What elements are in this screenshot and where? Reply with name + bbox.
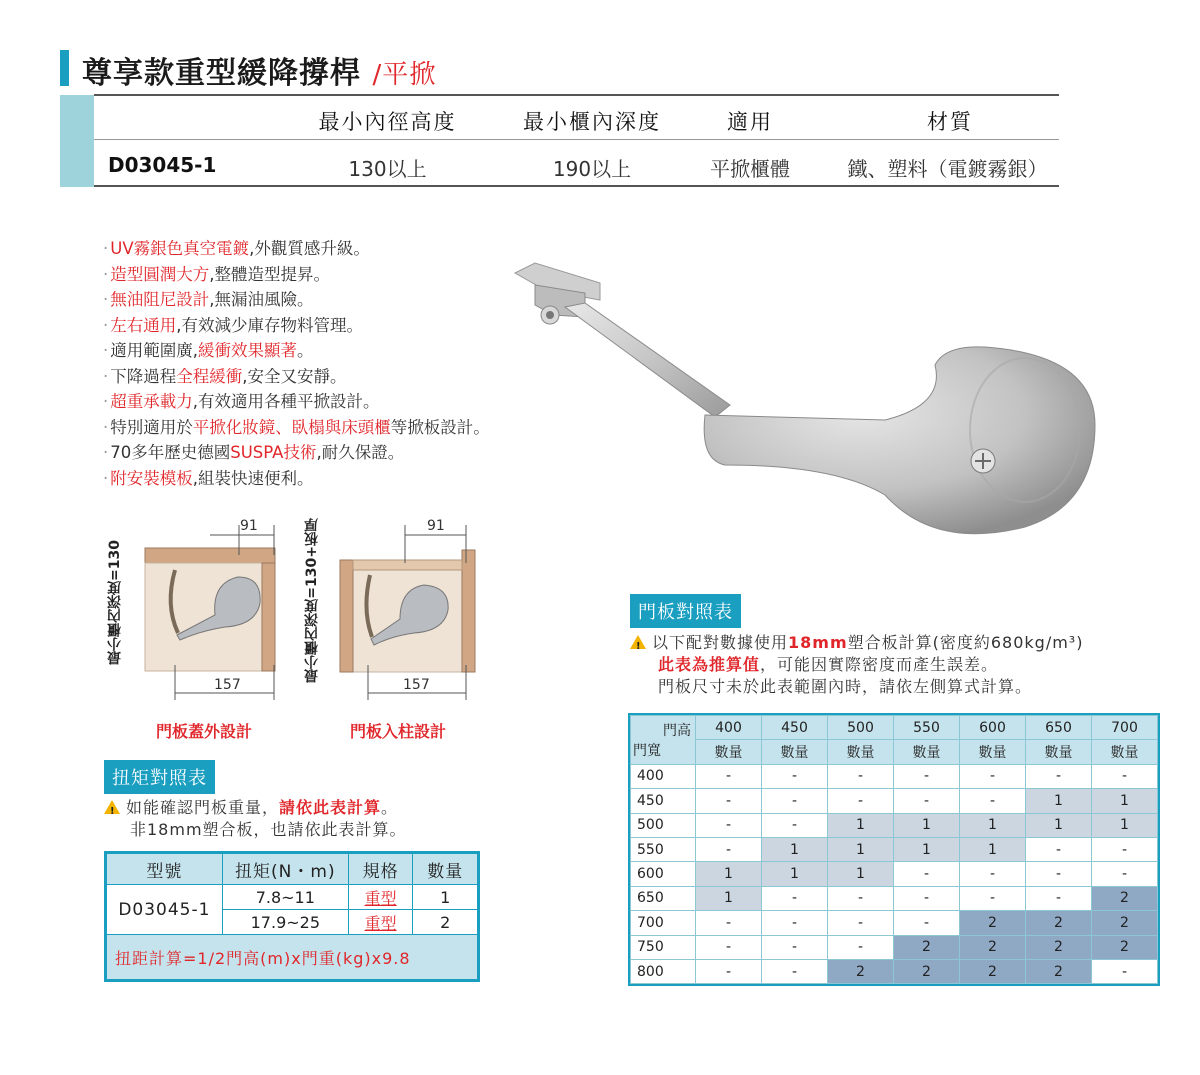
door-qty-cell: - [894,862,960,886]
list-item: · 下降過程全程緩衝,安全又安靜。 [103,366,347,386]
door-qty-cell: 1 [1092,789,1158,813]
door-qty-cell: - [762,886,828,910]
door-qty-cell: 2 [1092,935,1158,959]
door-note: !以下配對數據使用18mm塑合板計算(密度約680kg/m³) 此表為推算值，可能因實際密度而產生誤差。 門板尺寸未於此表範圍內時，請依左側算式計算。 [630,632,1083,698]
door-qty-cell: 2 [828,959,894,983]
door-qty-cell: - [696,935,762,959]
diagram1-bottom-dimension: 157 [214,677,241,693]
torque-model: D03045-1 [107,885,223,935]
door-width-label: 700 [631,911,696,935]
door-width-label: 450 [631,789,696,813]
list-item: · 造型圓潤大方,整體造型提昇。 [103,264,330,284]
spec-header-usage: 適用 [727,110,773,134]
door-qty-cell: - [828,789,894,813]
diagram2-depth-label: 最小櫃內深度=130+板厚 [304,518,320,683]
door-qty-cell: 2 [1026,935,1092,959]
door-qty-cell: - [960,886,1026,910]
torque-header-torque: 扭矩(N・m) [222,854,348,885]
door-qty-cell: - [1092,837,1158,861]
door-qty-cell: - [1026,764,1092,788]
list-item: · 特別適用於平掀化妝鏡、臥榻與床頭櫃等掀板設計。 [103,417,490,437]
door-qty-cell: 2 [1026,959,1092,983]
spec-mid-rule [94,139,1059,140]
door-qty-cell: - [696,789,762,813]
door-qty-cell: 1 [1026,789,1092,813]
title-sub: /平掀 [372,60,437,90]
door-qty-cell: 2 [894,959,960,983]
door-qty-cell: - [762,764,828,788]
spec-value-usage: 平掀櫃體 [710,157,790,181]
list-item: · UV霧銀色真空電鍍,外觀質感升級。 [103,239,370,258]
door-width-label: 500 [631,813,696,837]
door-qty-cell: - [894,911,960,935]
door-qty-cell: - [762,911,828,935]
title-accent-bar [60,50,69,86]
spec-value-depth: 190以上 [552,157,632,181]
door-qty-header: 數量 [762,740,828,764]
diagram2-top-dimension: 91 [427,518,445,534]
door-qty-cell: 2 [960,935,1026,959]
door-qty-cell: - [762,813,828,837]
list-item: · 適用範圍廣,緩衝效果顯著。 [103,341,314,360]
table-row: D03045-1 7.8~11 重型 1 [107,885,478,910]
door-qty-cell: - [696,764,762,788]
spec-header-depth: 最小櫃內深度 [523,110,661,134]
door-qty-cell: - [762,789,828,813]
door-height-header: 650 [1026,716,1092,740]
table-row [631,935,1158,959]
spec-model: D03045-1 [108,153,217,177]
door-qty-cell: 2 [894,935,960,959]
door-qty-cell: - [762,935,828,959]
list-item: · 左右通用,有效減少庫存物料管理。 [103,315,363,335]
door-qty-cell: - [828,764,894,788]
list-item: · 無油阻尼設計,無漏油風險。 [103,290,314,309]
door-table-corner: 門高 門寬 [631,716,696,765]
door-section-tag: 門板對照表 [630,594,741,628]
door-qty-cell: - [960,764,1026,788]
table-row [631,789,1158,813]
diagram1-top-dimension: 91 [240,518,258,534]
door-qty-header: 數量 [828,740,894,764]
door-qty-cell: - [1026,837,1092,861]
door-qty-cell: - [1026,862,1092,886]
door-qty-cell: 2 [960,959,1026,983]
title-main: 尊享款重型緩降撐桿 [82,56,361,91]
door-width-label: 400 [631,764,696,788]
door-qty-cell: - [894,886,960,910]
door-qty-cell: 1 [894,837,960,861]
torque-header-spec: 規格 [348,854,413,885]
spec-accent-block [60,95,94,187]
door-qty-cell: 1 [828,837,894,861]
table-row [631,813,1158,837]
door-qty-cell: - [828,886,894,910]
spec-header-height: 最小內徑高度 [318,110,457,134]
door-qty-cell: 1 [960,813,1026,837]
door-qty-cell: 2 [1026,911,1092,935]
door-table [628,713,1160,986]
door-width-label: 650 [631,886,696,910]
spec-top-rule [94,94,1059,96]
door-qty-cell: - [1092,959,1158,983]
torque-header-qty: 數量 [413,854,478,885]
door-qty-cell: - [696,813,762,837]
door-qty-cell: 1 [828,813,894,837]
torque-formula: 扭距計算=1/2門高(m)x門重(kg)x9.8 [107,935,478,980]
diagram2-bottom-dimension: 157 [403,677,430,693]
door-qty-cell: 1 [762,862,828,886]
door-width-label: 750 [631,935,696,959]
door-height-header: 400 [696,716,762,740]
door-qty-cell: 2 [960,911,1026,935]
door-width-label: 600 [631,862,696,886]
diagram2-caption: 門板入柱設計 [350,722,447,741]
torque-header-model: 型號 [107,854,223,885]
spec-header-material: 材質 [927,110,973,134]
door-qty-header: 數量 [894,740,960,764]
table-row [631,764,1158,788]
door-height-header: 700 [1092,716,1158,740]
door-qty-header: 數量 [1092,740,1158,764]
door-qty-cell: - [1026,886,1092,910]
door-qty-cell: 1 [696,862,762,886]
door-qty-cell: 1 [828,862,894,886]
table-row [631,837,1158,861]
lid-stay-product-image [505,255,1105,555]
door-height-header: 500 [828,716,894,740]
table-row [631,886,1158,910]
door-qty-cell: 1 [894,813,960,837]
door-qty-cell: - [696,911,762,935]
door-height-header: 600 [960,716,1026,740]
door-qty-cell: - [1092,862,1158,886]
door-qty-cell: - [960,862,1026,886]
torque-section-tag: 扭矩對照表 [104,760,215,794]
table-row [631,959,1158,983]
door-qty-cell: 1 [1092,813,1158,837]
door-qty-cell: 1 [696,886,762,910]
feature-list [103,236,490,491]
door-qty-header: 數量 [960,740,1026,764]
spec-value-material: 鐵、塑料（電鍍霧銀） [847,157,1048,181]
diagram1-depth-label: 最小櫃內深度=130 [107,540,123,665]
door-qty-cell: - [696,959,762,983]
spec-value-height: 130以上 [348,157,427,181]
table-row: 17.9~25 重型 2 [107,910,478,935]
door-qty-cell: 2 [1092,911,1158,935]
warning-icon [630,635,646,649]
list-item: · 70多年歷史德國SUSPA技術,耐久保證。 [103,443,405,462]
door-qty-cell: - [894,789,960,813]
diagram1-caption: 門板蓋外設計 [156,722,253,741]
list-item: · 超重承載力,有效適用各種平掀設計。 [103,392,380,411]
page-title [82,48,436,92]
door-height-header: 450 [762,716,828,740]
warning-icon [104,800,120,814]
torque-note: !如能確認門板重量，請依此表計算。 非18mm塑合板，也請依此表計算。 [104,797,407,841]
table-row [631,911,1158,935]
door-width-label: 550 [631,837,696,861]
door-qty-cell: - [960,789,1026,813]
torque-table [104,851,480,982]
door-qty-header: 數量 [696,740,762,764]
door-height-header: 550 [894,716,960,740]
door-qty-cell: - [828,935,894,959]
door-width-label: 800 [631,959,696,983]
door-qty-cell: - [828,911,894,935]
door-qty-cell: - [696,837,762,861]
door-qty-cell: 1 [1026,813,1092,837]
door-qty-cell: 1 [960,837,1026,861]
door-qty-cell: 2 [1092,886,1158,910]
door-qty-header: 數量 [1026,740,1092,764]
spec-bottom-rule [94,185,1059,187]
door-qty-cell: - [762,959,828,983]
door-qty-cell: - [894,764,960,788]
door-qty-cell: - [1092,764,1158,788]
table-row [631,862,1158,886]
list-item: · 附安裝模板,組裝快速便利。 [103,468,314,488]
door-qty-cell: 1 [762,837,828,861]
